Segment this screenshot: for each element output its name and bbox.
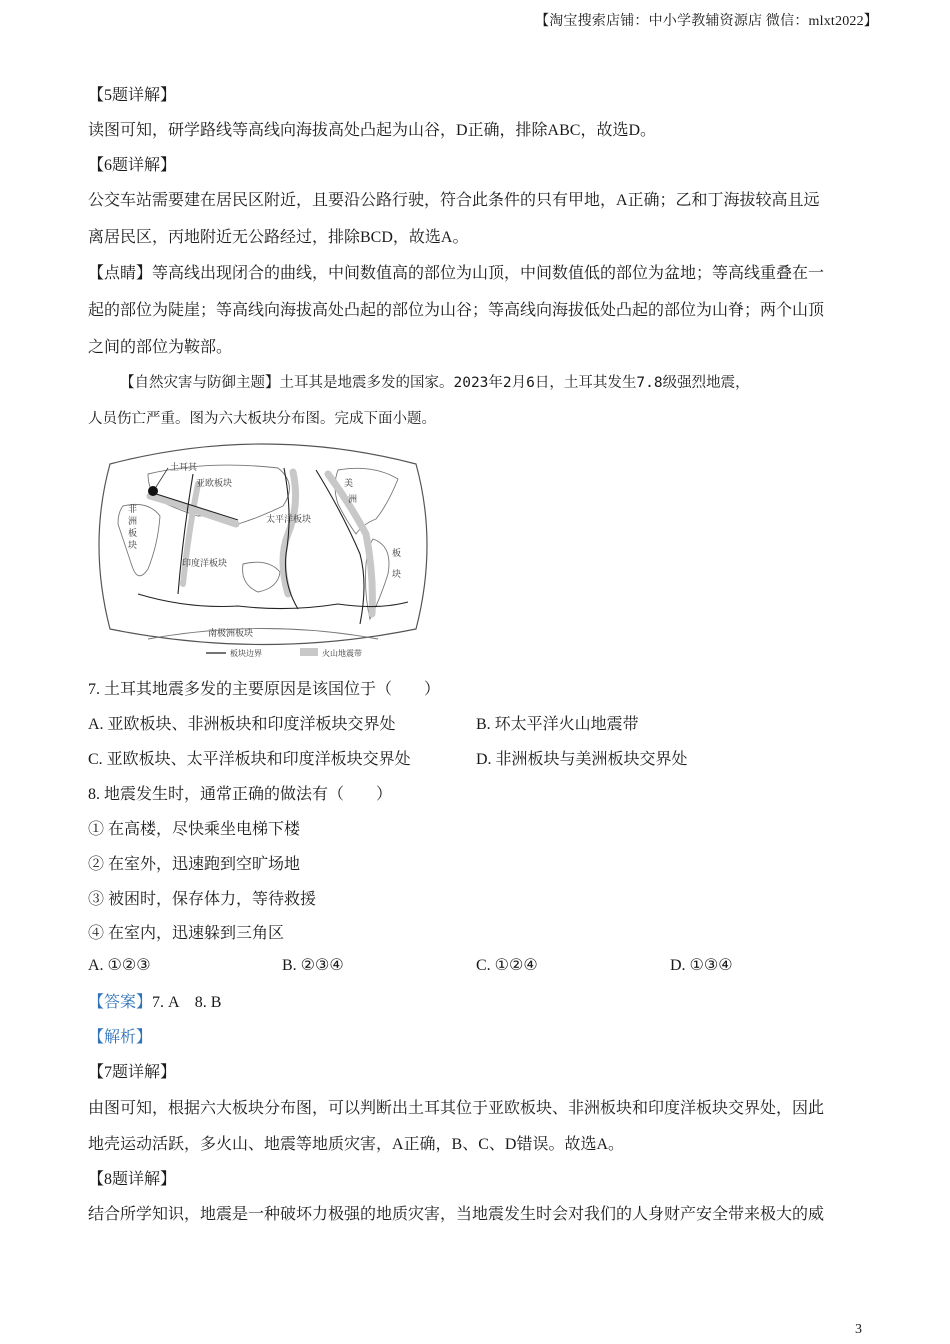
intro-line-2: 人员伤亡严重。图为六大板块分布图。完成下面小题。: [88, 411, 436, 427]
q8-statement-3: ③ 被困时，保存体力，等待救援: [88, 891, 317, 908]
q8-statement-1: ① 在高楼，尽快乘坐电梯下楼: [88, 821, 301, 838]
svg-text:洲: 洲: [348, 495, 358, 505]
svg-text:板: 板: [392, 549, 402, 559]
answer-line: [88, 989, 221, 1012]
answer-value: 7. A 8. B: [152, 994, 222, 1011]
q6-detail-title: 【6题详解】: [88, 157, 177, 174]
q6-detail-body-2: 离居民区，丙地附近无公路经过，排除BCD，故选A。: [88, 229, 469, 246]
svg-text:块: 块: [392, 570, 402, 580]
q8-option-a: A. ①②③: [88, 957, 151, 974]
turkey-marker: [148, 486, 158, 496]
q5-detail-body: 读图可知，研学路线等高线向海拔高处凸起为山谷，D正确，排除ABC，故选D。: [88, 122, 657, 139]
legend-belt-swatch: [300, 648, 318, 656]
q5-detail-title: 【5题详解】: [88, 87, 177, 104]
svg-text:非: 非: [128, 505, 138, 515]
tip-line-2: 起的部位为陡崖；等高线向海拔高处凸起的部位为山谷；等高线向海拔低处凸起的部位为山脊；两个山顶: [88, 302, 825, 319]
label-pacific-plate: 太平洋板块: [266, 515, 312, 525]
q7-detail-body-2: 地壳运动活跃，多火山、地震等地质灾害，A正确，B、C、D错误。故选A。: [88, 1136, 625, 1153]
q7-detail-title: 【7题详解】: [88, 1064, 177, 1081]
q8-option-b: B. ②③④: [282, 957, 344, 974]
tip-line-3: 之间的部位为鞍部。: [88, 339, 233, 356]
q8-statement-4: ④ 在室内，迅速躲到三角区: [88, 925, 285, 942]
q7-option-d: D. 非洲板块与美洲板块交界处: [476, 751, 688, 768]
label-indian-plate: 印度洋板块: [182, 559, 228, 569]
q8-detail-title: 【8题详解】: [88, 1171, 177, 1188]
tip-line-1: 【点睛】等高线出现闭合的曲线，中间数值高的部位为山顶，中间数值低的部位为盆地；等高线重叠在一: [88, 265, 825, 282]
q7-option-a: A. 亚欧板块、非洲板块和印度洋板块交界处: [88, 716, 396, 733]
page-number: 3: [855, 1322, 862, 1337]
intro-line-1: 【自然灾害与防御主题】土耳其是地震多发的国家。2023年2月6日，土耳其发生7.8级强烈地震，: [120, 375, 750, 391]
plate-distribution-map: [88, 434, 438, 664]
q8-option-d: D. ①③④: [670, 957, 733, 974]
q7-detail-body-1: 由图可知，根据六大板块分布图，可以判断出土耳其位于亚欧板块、非洲板块和印度洋板块交界处，因此: [88, 1100, 825, 1117]
q7-option-c: C. 亚欧板块、太平洋板块和印度洋板块交界处: [88, 751, 411, 768]
legend-boundary-label: 板块边界: [230, 649, 262, 658]
q6-detail-body-1: 公交车站需要建在居民区附近，且要沿公路行驶，符合此条件的只有甲地，A正确；乙和丁海拔较高且远: [88, 192, 820, 209]
q8-option-c: C. ①②④: [476, 957, 538, 974]
label-turkey: 土耳其: [170, 463, 198, 473]
q7-option-b: B. 环太平洋火山地震带: [476, 716, 639, 733]
svg-text:美: 美: [344, 479, 354, 489]
legend-belt-label: 火山地震带: [322, 649, 362, 658]
question-7: 7. 土耳其地震多发的主要原因是该国位于（ ）: [88, 681, 441, 698]
page-header: 【淘宝搜索店铺：中小学教辅资源店 微信：mlxt2022】: [535, 14, 878, 29]
q8-detail-body-1: 结合所学知识，地震是一种破坏力极强的地质灾害，当地震发生时会对我们的人身财产安全带来极大的威: [88, 1206, 825, 1223]
label-antarctic-plate: 南极洲板块: [208, 629, 254, 639]
svg-text:板: 板: [128, 529, 138, 539]
q8-statement-2: ② 在室外，迅速跑到空旷场地: [88, 856, 301, 873]
question-8: 8. 地震发生时，通常正确的做法有（ ）: [88, 786, 393, 803]
svg-text:洲: 洲: [128, 517, 138, 527]
svg-text:块: 块: [128, 541, 138, 551]
answer-label: 【答案】: [88, 994, 153, 1011]
analysis-label: 【解析】: [88, 1029, 153, 1046]
label-eurasia-plate: 亚欧板块: [196, 479, 233, 489]
